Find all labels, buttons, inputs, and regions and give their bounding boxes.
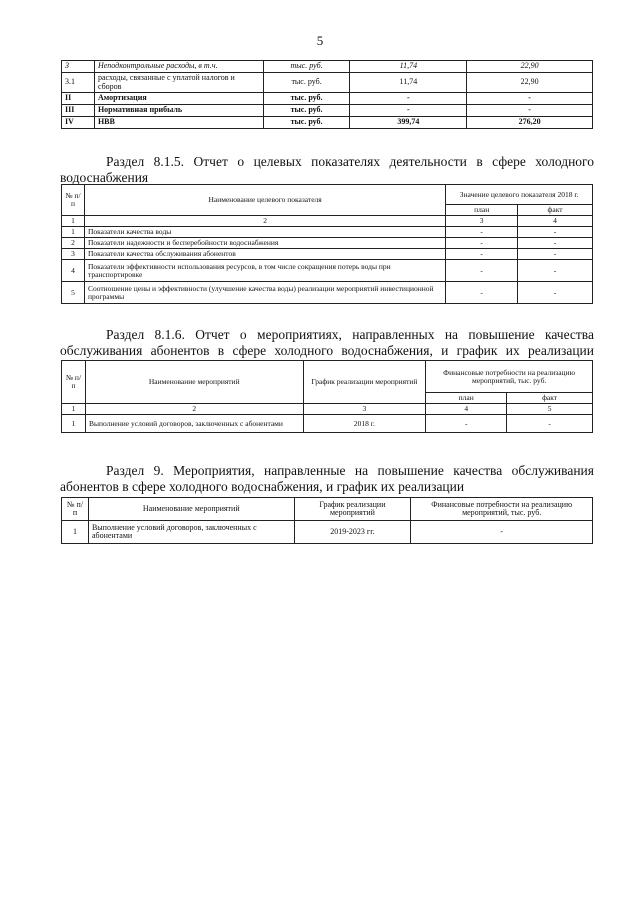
index-cell: 4 — [426, 404, 507, 415]
measures-report-table — [61, 360, 593, 433]
row-value-2: 22,90 — [467, 73, 593, 93]
header-num: № п/п — [62, 361, 86, 404]
row-name: расходы, связанные с уплатой налогов и сборов — [94, 73, 263, 93]
row-fact: - — [518, 238, 593, 249]
header-fact: факт — [518, 205, 593, 216]
row-unit: тыс. руб. — [263, 117, 350, 129]
table-row — [62, 117, 593, 129]
header-num: № п/п — [62, 185, 85, 216]
row-value-1: 399,74 — [350, 117, 467, 129]
header-target-value: Значение целевого показателя 2018 г. — [446, 185, 593, 205]
row-name: Выполнение условий договоров, заключенных с абонентами — [88, 521, 294, 544]
row-value-1: 11,74 — [350, 73, 467, 93]
row-plan: - — [446, 249, 518, 260]
row-name: НВВ — [94, 117, 263, 129]
row-plan: - — [446, 260, 518, 282]
row-num: II — [62, 93, 95, 105]
index-cell: 2 — [84, 216, 445, 227]
row-value-2: 22,90 — [467, 61, 593, 73]
row-value-2: 276,20 — [467, 117, 593, 129]
row-num: 4 — [62, 260, 85, 282]
row-num: III — [62, 105, 95, 117]
row-num: 1 — [62, 415, 86, 433]
row-plan: - — [446, 227, 518, 238]
budget-table — [61, 60, 593, 129]
index-cell: 1 — [62, 404, 86, 415]
planned-measures-table — [61, 497, 593, 544]
table-row — [62, 521, 593, 544]
table-row — [62, 282, 593, 304]
row-value-2: - — [467, 93, 593, 105]
header-measure-name: Наименование мероприятий — [85, 361, 303, 404]
row-fact: - — [507, 415, 593, 433]
header-financial-needs: Финансовые потребности на реализацию мероприятий, тыс. руб. — [411, 498, 593, 521]
row-value-1: - — [350, 93, 467, 105]
header-schedule: График реализации мероприятий — [294, 498, 411, 521]
row-schedule: 2019-2023 гг. — [294, 521, 411, 544]
row-plan: - — [426, 415, 507, 433]
table-row — [62, 260, 593, 282]
row-fact: - — [518, 260, 593, 282]
row-plan: - — [446, 238, 518, 249]
index-cell: 4 — [518, 216, 593, 227]
row-fact: - — [518, 249, 593, 260]
row-name: Амортизация — [94, 93, 263, 105]
row-num: 3.1 — [62, 73, 95, 93]
section-9-heading: Раздел 9. Мероприятия, направленные на повышение качества обслуживания абонентов в сфере холодного водоснабжения, и график их реализации — [60, 463, 594, 494]
index-cell: 1 — [62, 216, 85, 227]
row-unit: тыс. руб. — [263, 93, 350, 105]
table-row — [62, 61, 593, 73]
header-schedule: График реализации мероприятий — [303, 361, 426, 404]
row-indicator-name: Показатели эффективности использования ресурсов, в том числе сокращения потерь воды при транспортировке — [84, 260, 445, 282]
table-row — [62, 227, 593, 238]
row-plan: - — [446, 282, 518, 304]
index-cell: 5 — [507, 404, 593, 415]
row-num: IV — [62, 117, 95, 129]
row-unit: тыс. руб. — [263, 61, 350, 73]
row-num: 1 — [62, 227, 85, 238]
row-indicator-name: Показатели качества обслуживания абонентов — [84, 249, 445, 260]
row-value-1: 11,74 — [350, 61, 467, 73]
table-row — [62, 105, 593, 117]
header-fact: факт — [507, 393, 593, 404]
row-financial-needs: - — [411, 521, 593, 544]
table-row — [62, 73, 593, 93]
target-indicators-table — [61, 184, 593, 304]
row-value-2: - — [467, 105, 593, 117]
row-num: 2 — [62, 238, 85, 249]
row-name: Неподконтрольные расходы, в т.ч. — [94, 61, 263, 73]
row-indicator-name: Показатели надежности и бесперебойности водоснабжения — [84, 238, 445, 249]
table-row — [62, 249, 593, 260]
page-number: 5 — [316, 33, 324, 48]
row-indicator-name: Показатели качества воды — [84, 227, 445, 238]
row-name: Выполнение условий договоров, заключенных с абонентами — [85, 415, 303, 433]
index-cell: 3 — [303, 404, 426, 415]
row-fact: - — [518, 282, 593, 304]
row-num: 3 — [62, 249, 85, 260]
table-row — [62, 93, 593, 105]
section-8-1-5-heading: Раздел 8.1.5. Отчет о целевых показателях деятельности в сфере холодного водоснабжения — [60, 154, 594, 185]
row-fact: - — [518, 227, 593, 238]
header-num: № п/п — [62, 498, 89, 521]
row-num: 3 — [62, 61, 95, 73]
row-num: 1 — [62, 521, 89, 544]
table-row — [62, 415, 593, 433]
row-unit: тыс. руб. — [263, 73, 350, 93]
row-value-1: - — [350, 105, 467, 117]
row-indicator-name: Соотношение цены и эффективности (улучшение качества воды) реализации мероприятий инвестиционной программы — [84, 282, 445, 304]
header-measure-name: Наименование мероприятий — [88, 498, 294, 521]
header-indicator-name: Наименование целевого показателя — [84, 185, 445, 216]
header-financial-needs: Финансовые потребности на реализацию мероприятий, тыс. руб. — [426, 361, 593, 393]
row-schedule: 2018 г. — [303, 415, 426, 433]
row-unit: тыс. руб. — [263, 105, 350, 117]
index-cell: 2 — [85, 404, 303, 415]
row-name: Нормативная прибыль — [94, 105, 263, 117]
table-row — [62, 238, 593, 249]
index-cell: 3 — [446, 216, 518, 227]
section-8-1-6-heading: Раздел 8.1.6. Отчет о мероприятиях, направленных на повышение качества обслуживания абонентов в сфере холодного водоснабжения, и график их реализации — [60, 327, 594, 358]
header-plan: план — [426, 393, 507, 404]
header-plan: план — [446, 205, 518, 216]
row-num: 5 — [62, 282, 85, 304]
